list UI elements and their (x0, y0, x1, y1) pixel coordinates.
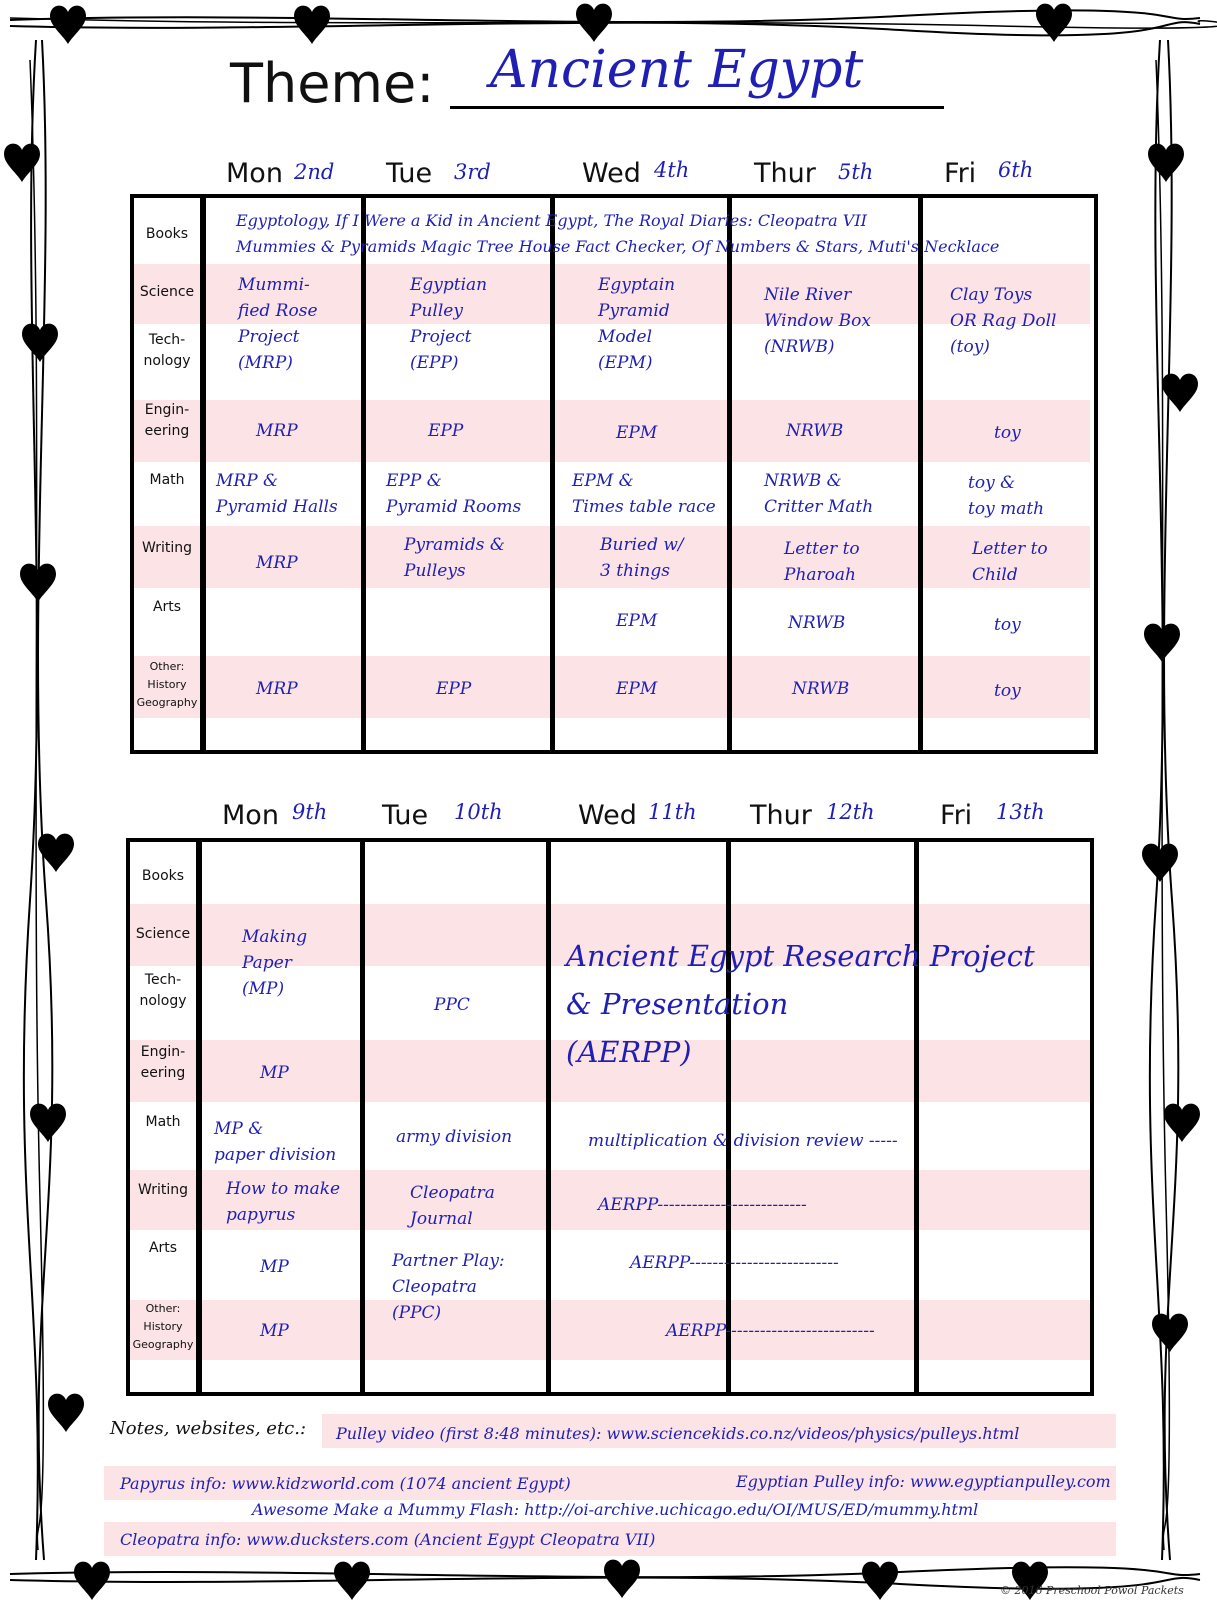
week1-thur-science: Nile River Window Box (NRWB) (764, 285, 871, 357)
week1-thur-engineering: NRWB (786, 421, 844, 441)
week1-tue-science: Egyptian Pulley Project (EPP) (410, 275, 488, 373)
week2-date-thur: 12th (826, 800, 875, 824)
week2-wed-writing: AERPP-------------------------- (598, 1195, 807, 1215)
week1-label-arts: Arts (152, 599, 182, 615)
week1-date-thur: 5th (838, 160, 874, 184)
notes-egyptian-pulley-info: Egyptian Pulley info: www.egyptianpulley.com (736, 1472, 1111, 1491)
week1-mon-engineering: MRP (256, 421, 298, 441)
week1-fri-science: Clay Toys OR Rag Doll (toy) (950, 285, 1057, 357)
week1-label-writing: Writing (142, 540, 192, 556)
week2-label-engineering: Engin- eering (140, 1044, 186, 1081)
week2-date-fri: 13th (996, 800, 1045, 824)
notes-mummy-flash: Awesome Make a Mummy Flash: http://oi-archive.uchicago.edu/OI/MUS/ED/mummy.html (252, 1500, 979, 1519)
week2-label-math: Math (145, 1114, 181, 1130)
week1-date-wed: 4th (654, 158, 690, 182)
week2-day-fri: Fri (940, 800, 973, 831)
week1-fri-engineering: toy (994, 423, 1021, 443)
week2-day-mon: Mon (222, 800, 279, 831)
week1-tue-engineering: EPP (428, 421, 464, 441)
week1-label-engineering: Engin- eering (144, 402, 190, 439)
week1-thur-arts: NRWB (788, 613, 846, 633)
week2-label-arts: Arts (148, 1240, 178, 1256)
week1-day-mon: Mon (226, 158, 283, 189)
week1-mon-other: MRP (256, 679, 298, 699)
week1-thur-writing: Letter to Pharoah (784, 539, 860, 585)
week1-day-thur: Thur (754, 158, 816, 189)
week1-label-books: Books (145, 226, 189, 242)
week1-date-tue: 3rd (454, 160, 491, 184)
week1-books: Egyptology, If I Were a Kid in Ancient Egypt, The Royal Diaries: Cleopatra VII Mummies & Pyramids Magic Tree House Fact Checker, Of Numbers & Stars, Muti's Necklace (236, 211, 1000, 256)
notes-pulley-video: Pulley video (first 8:48 minutes): www.sciencekids.co.nz/videos/physics/pulleys.html (336, 1424, 1020, 1443)
week1-label-science: Science (139, 284, 195, 300)
week2-mon-math: MP & paper division (214, 1119, 337, 1165)
week2-label-books: Books (141, 868, 185, 884)
copyright: © 2016 Preschool Powol Packets (1000, 1584, 1184, 1597)
week2-tue-writing: Cleopatra Journal (410, 1183, 495, 1229)
week1-tue-writing: Pyramids & Pulleys (404, 535, 506, 581)
week1-wed-science: Egyptain Pyramid Model (EPM) (598, 275, 676, 373)
week2-mon-science: Making Paper (MP) (242, 927, 308, 999)
week1-tue-math: EPP & Pyramid Rooms (386, 471, 522, 517)
week1-label-other: Other: History Geography (136, 660, 198, 709)
week2-tue-arts: Partner Play: Cleopatra (PPC) (392, 1251, 505, 1323)
week2-research-project: Ancient Egypt Research Project & Presentation (AERPP) (566, 939, 1035, 1069)
week2-day-thur: Thur (750, 800, 812, 831)
theme-underline (450, 106, 944, 109)
week2-wed-math: multiplication & division review ----- (588, 1131, 898, 1151)
week1-label-math: Math (149, 472, 185, 488)
week2-mon-other: MP (260, 1321, 289, 1341)
week1-day-tue: Tue (386, 158, 433, 189)
week2-tue-technology: PPC (434, 995, 470, 1015)
week1-day-wed: Wed (582, 158, 641, 189)
week2-mon-writing: How to make papyrus (226, 1179, 341, 1225)
week1-mon-writing: MRP (256, 553, 298, 573)
week2-mon-arts: MP (260, 1257, 289, 1277)
week1-date-mon: 2nd (294, 160, 335, 184)
week1-tue-other: EPP (436, 679, 472, 699)
week2-wed-other: AERPP-------------------------- (666, 1321, 875, 1341)
week1-fri-writing: Letter to Child (972, 539, 1048, 585)
week1-date-fri: 6th (998, 158, 1034, 182)
week1-wed-engineering: EPM (616, 423, 658, 443)
week2-label-science: Science (135, 926, 191, 942)
week2-label-other: Other: History Geography (132, 1302, 194, 1351)
week1-fri-math: toy & toy math (968, 473, 1045, 519)
week1-thur-math: NRWB & Critter Math (764, 471, 874, 517)
week1-fri-arts: toy (994, 615, 1021, 635)
week2-label-writing: Writing (138, 1182, 188, 1198)
week2-tue-math: army division (396, 1127, 513, 1147)
notes-papyrus-info: Papyrus info: www.kidzworld.com (1074 ancient Egypt) (120, 1474, 571, 1493)
week1-fri-other: toy (994, 681, 1021, 701)
week2-wed-arts: AERPP-------------------------- (630, 1253, 839, 1273)
week2-day-tue: Tue (382, 800, 429, 831)
week1-day-fri: Fri (944, 158, 977, 189)
week2-mon-engineering: MP (260, 1063, 289, 1083)
week1-wed-writing: Buried w/ 3 things (600, 535, 684, 581)
week1-mon-science: Mummi- fied Rose Project (MRP) (238, 275, 318, 373)
notes-label: Notes, websites, etc.: (110, 1418, 307, 1439)
week2-day-wed: Wed (578, 800, 637, 831)
theme-label: Theme: (230, 52, 435, 115)
week2-date-mon: 9th (292, 800, 328, 824)
theme-value: Ancient Egypt (490, 40, 864, 100)
week2-label-technology: Tech- nology (139, 972, 187, 1009)
week1-mon-math: MRP & Pyramid Halls (216, 471, 338, 517)
week1-wed-arts: EPM (616, 611, 658, 631)
week2-date-tue: 10th (454, 800, 503, 824)
week2-date-wed: 11th (648, 800, 697, 824)
week1-wed-other: EPM (616, 679, 658, 699)
week1-wed-math: EPM & Times table race (572, 471, 716, 517)
notes-cleopatra-info: Cleopatra info: www.ducksters.com (Ancient Egypt Cleopatra VII) (120, 1530, 656, 1549)
week1-label-technology: Tech- nology (143, 332, 191, 369)
week1-thur-other: NRWB (792, 679, 850, 699)
